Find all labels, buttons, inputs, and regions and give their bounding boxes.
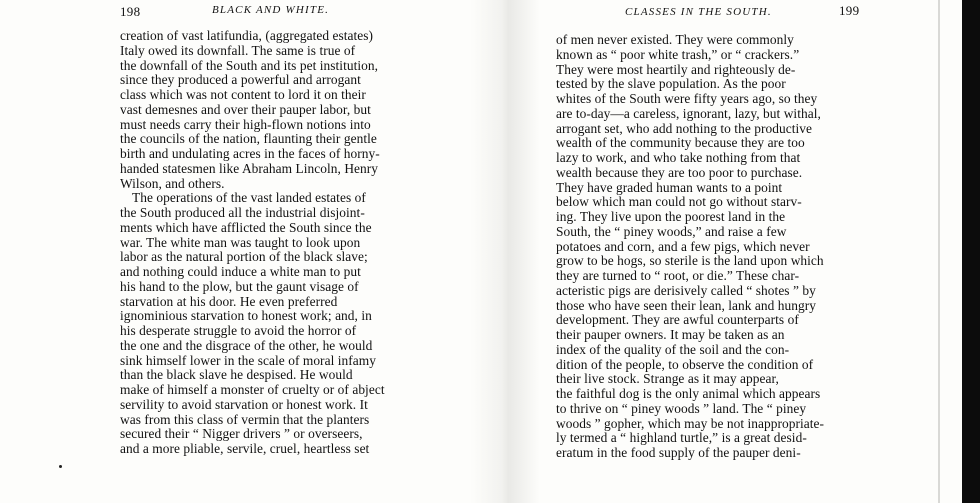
right-page-number: 199: [839, 3, 860, 18]
text-line: wealth because they are too poor to purchase.: [556, 164, 803, 180]
text-line: since they produced a powerful and arrogant: [120, 72, 361, 88]
text-line: labor as the natural portion of the black slave;: [120, 249, 368, 265]
page-edge-line: [938, 0, 940, 503]
text-line: tested by the slave population. As the poor: [556, 76, 786, 92]
text-line: of men never existed. They were commonly: [556, 32, 794, 47]
text-line: ments which have afflicted the South since the: [120, 219, 372, 235]
text-line: to thrive on “ piney woods ” land. The “ piney: [556, 400, 807, 416]
scan-dark-edge: [962, 0, 980, 503]
text-line: The operations of the vast landed estates of: [132, 190, 366, 206]
text-line: class which was not content to lord it on their: [120, 87, 366, 102]
text-line: are to-day—a careless, ignorant, lazy, but withal,: [556, 105, 821, 121]
text-line: was from this class of vermin that the planters: [120, 411, 370, 427]
text-line: servility to avoid starvation or honest work. It: [120, 396, 368, 412]
text-line: the one and the disgrace of the other, he would: [120, 337, 373, 353]
text-line: They have graded human wants to a point: [556, 179, 783, 195]
text-line: birth and undulating acres in the faces of horny-: [120, 146, 380, 161]
text-line: the faithful dog is the only animal which appears: [556, 386, 821, 401]
text-line: their pauper owners. It may be taken as an: [556, 327, 785, 342]
text-line: and nothing could induce a white man to put: [120, 264, 361, 279]
text-line: his hand to the plow, but the gaunt visage of: [120, 278, 359, 294]
text-line: must needs carry their high-flown notions into: [120, 116, 371, 132]
left-page-body: [120, 29, 385, 457]
text-line: creation of vast latifundia, (aggregated estates): [120, 28, 374, 43]
text-line: their live stock. Strange as it may appear,: [556, 371, 779, 387]
text-line: than the black slave he despised. He would: [120, 367, 353, 383]
text-line: index of the quality of the soil and the con-: [556, 341, 790, 357]
text-line: ly termed a “ highland turtle,” is a great desid-: [556, 430, 807, 446]
text-line: they are turned to “ root, or die.” These char-: [556, 268, 800, 283]
text-line: Italy owed its downfall. The same is true of: [120, 42, 356, 58]
text-line: grow to be hogs, so sterile is the land upon which: [556, 253, 824, 269]
page-gutter: [470, 0, 540, 503]
text-line: below which man could not go without starv-: [556, 194, 802, 210]
text-line: handed statesmen like Abraham Lincoln, Henry: [120, 160, 379, 176]
text-line: eratum in the food supply of the pauper deni-: [556, 445, 801, 460]
text-line: development. They are awful counterparts of: [556, 312, 799, 328]
text-line: arrogant set, who add nothing to the productive: [556, 120, 812, 136]
text-line: secured their “ Nigger drivers ” or overseers,: [120, 426, 363, 442]
right-page: [540, 0, 960, 503]
text-line: lazy to work, and who take nothing from that: [556, 150, 801, 165]
text-line: make of himself a monster of cruelty or of abject: [120, 382, 385, 397]
text-line: his desperate struggle to avoid the horror of: [120, 323, 357, 338]
text-line: the downfall of the South and its pet institution,: [120, 57, 379, 73]
text-line: sink himself lower in the scale of moral infamy: [120, 352, 376, 368]
text-line: acteristic pigs are derisively called “ shotes ” by: [556, 282, 816, 298]
scan-speck: [59, 465, 62, 468]
text-line: ignominious starvation to honest work; and, in: [120, 308, 372, 324]
text-line: the councils of the nation, flaunting their gentle: [120, 131, 377, 147]
text-line: whites of the South were fifty years ago, so they: [556, 91, 818, 106]
left-page-number: 198: [120, 4, 141, 19]
text-line: the South produced all the industrial disjoint-: [120, 205, 365, 220]
text-line: woods ” gopher, which may be not inappropriate-: [556, 415, 825, 431]
left-running-head: BLACK AND WHITE.: [212, 4, 330, 16]
text-line: and a more pliable, servile, cruel, heartless set: [120, 441, 370, 456]
text-line: those who have seen their lean, lank and hungry: [556, 297, 817, 313]
left-page: [0, 0, 470, 503]
text-line: vast demesnes and over their pauper labor, but: [120, 101, 371, 117]
text-line: wealth of the community because they are too: [556, 135, 805, 151]
text-line: potatoes and corn, and a few pigs, which never: [556, 238, 810, 254]
text-line: Wilson, and others.: [120, 175, 225, 191]
text-line: starvation at his door. He even preferred: [120, 293, 338, 309]
text-line: known as “ poor white trash,” or “ crackers.”: [556, 46, 800, 62]
text-line: war. The white man was taught to look upon: [120, 234, 361, 250]
text-line: South, the “ piney woods,” and raise a few: [556, 223, 787, 239]
right-page-body: [556, 33, 824, 461]
right-running-head: CLASSES IN THE SOUTH.: [625, 6, 772, 18]
text-line: ing. They live upon the poorest land in the: [556, 209, 786, 224]
text-line: dition of the people, to observe the condition of: [556, 356, 814, 372]
text-line: They were most heartily and righteously de-: [556, 61, 796, 77]
